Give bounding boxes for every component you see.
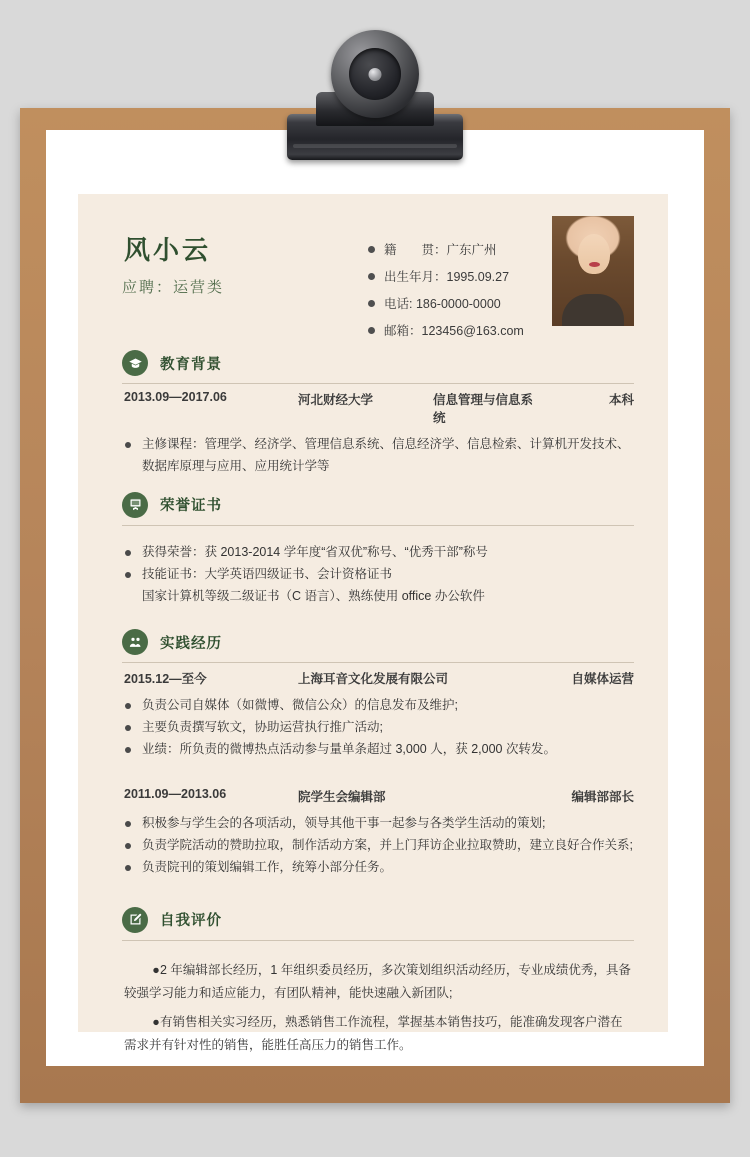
experience-entry-row — [124, 669, 634, 687]
experience-date: 2015.12—至今 — [124, 672, 207, 687]
self-evaluation-paragraph — [124, 959, 634, 1005]
contact-item-email: 邮箱：123456@163.com — [368, 323, 578, 340]
contact-list — [328, 242, 578, 350]
section-title-education: 教育背景 — [160, 356, 222, 373]
contact-item-phone: 电话: 186-0000-0000 — [368, 296, 578, 313]
experience-company: 上海耳音文化发展有限公司 — [298, 672, 449, 687]
section-body-self-evaluation — [78, 943, 668, 1058]
people-icon — [122, 629, 148, 655]
section-heading-honors — [78, 492, 668, 518]
list-item: 业绩：所负责的微博热点活动参与量单条超过 3,000 人，获 2,000 次转发。 — [124, 739, 634, 761]
list-item: 主修课程：管理学、经济学、管理信息系统、信息经济学、信息检索、计算机开发技术、 — [124, 434, 634, 456]
list-item: 积极参与学生会的各项活动，领导其他干事一起参与各类学生活动的策划; — [124, 813, 634, 835]
education-school: 河北财经大学 — [298, 393, 374, 407]
section-body-experience — [78, 669, 668, 878]
avatar — [552, 216, 634, 326]
education-bullets — [124, 434, 634, 456]
section-heading-self-evaluation — [78, 907, 668, 933]
list-item: 主要负责撰写软文，协助运营执行推广活动; — [124, 717, 634, 739]
graduation-cap-icon — [122, 350, 148, 376]
avatar-face — [578, 234, 610, 274]
section-heading-education — [78, 350, 668, 376]
honors-certificates-continued: 国家计算机等级二级证书（C 语言）、熟练使用 office 办公软件 — [142, 588, 485, 603]
bullet-glyph: ● — [152, 962, 160, 977]
honors-bullets — [124, 542, 634, 586]
pencil-note-icon — [122, 907, 148, 933]
self-evaluation-paragraph — [124, 1011, 634, 1057]
section-title-self-evaluation: 自我评价 — [160, 913, 222, 930]
resume-header — [78, 194, 668, 336]
contact-item-hometown: 籍 贯：广东广州 — [368, 242, 578, 259]
page-title: 风小云 — [124, 236, 212, 266]
list-item: 获得荣誉：获 2013-2014 学年度“省双优”称号、“优秀干部”称号 — [124, 542, 634, 564]
avatar-lips — [589, 262, 600, 267]
section-body-education — [78, 390, 668, 478]
bullet-glyph: ● — [152, 1014, 160, 1029]
experience-role: 编辑部部长 — [571, 790, 634, 804]
resume-document — [78, 194, 668, 1052]
experience-role: 自媒体运营 — [571, 672, 634, 687]
list-item: 负责学院活动的赞助拉取，制作活动方案，并上门拜访企业拉取赞助，建立良好合作关系; — [124, 835, 634, 857]
section-title-honors: 荣誉证书 — [160, 498, 222, 515]
education-major: 信息管理与信息系统 — [433, 393, 534, 425]
applied-position: 应聘：运营类 — [122, 278, 225, 296]
education-course-continued: 数据库原理与应用、应用统计学等 — [142, 458, 330, 473]
experience-company: 院学生会编辑部 — [298, 790, 386, 804]
list-item: 技能证书：大学英语四级证书、会计资格证书 — [124, 564, 634, 586]
binder-clip — [285, 30, 465, 170]
experience-bullets-1 — [124, 695, 634, 761]
self-evaluation-text: 有销售相关实习经历，熟悉销售工作流程，掌握基本销售技巧，能准确发现客户潜在需求并有针对性的销售，能胜任高压力的销售工作。 — [124, 1014, 623, 1052]
experience-date: 2011.09—2013.06 — [124, 787, 227, 801]
experience-entry-row — [124, 787, 634, 805]
section-body-honors — [78, 528, 668, 608]
education-date: 2013.09—2017.06 — [124, 390, 227, 404]
list-item: 负责院刊的策划编辑工作，统筹小部分任务。 — [124, 857, 634, 879]
certificate-icon — [122, 492, 148, 518]
contact-item-birthdate: 出生年月：1995.09.27 — [368, 269, 578, 286]
education-degree: 本科 — [608, 393, 634, 407]
clip-rivet — [369, 68, 382, 81]
section-title-experience: 实践经历 — [160, 635, 222, 652]
list-item: 负责公司自媒体（如微博、微信公众）的信息发布及维护; — [124, 695, 634, 717]
experience-bullets-2 — [124, 813, 634, 879]
section-heading-experience — [78, 629, 668, 655]
self-evaluation-text: 2 年编辑部长经历，1 年组织委员经历，多次策划组织活动经历，专业成绩优秀，具备较强学习能力和适应能力，有团队精神，能快速融入新团队; — [124, 962, 631, 1000]
education-entry-row — [124, 390, 634, 426]
